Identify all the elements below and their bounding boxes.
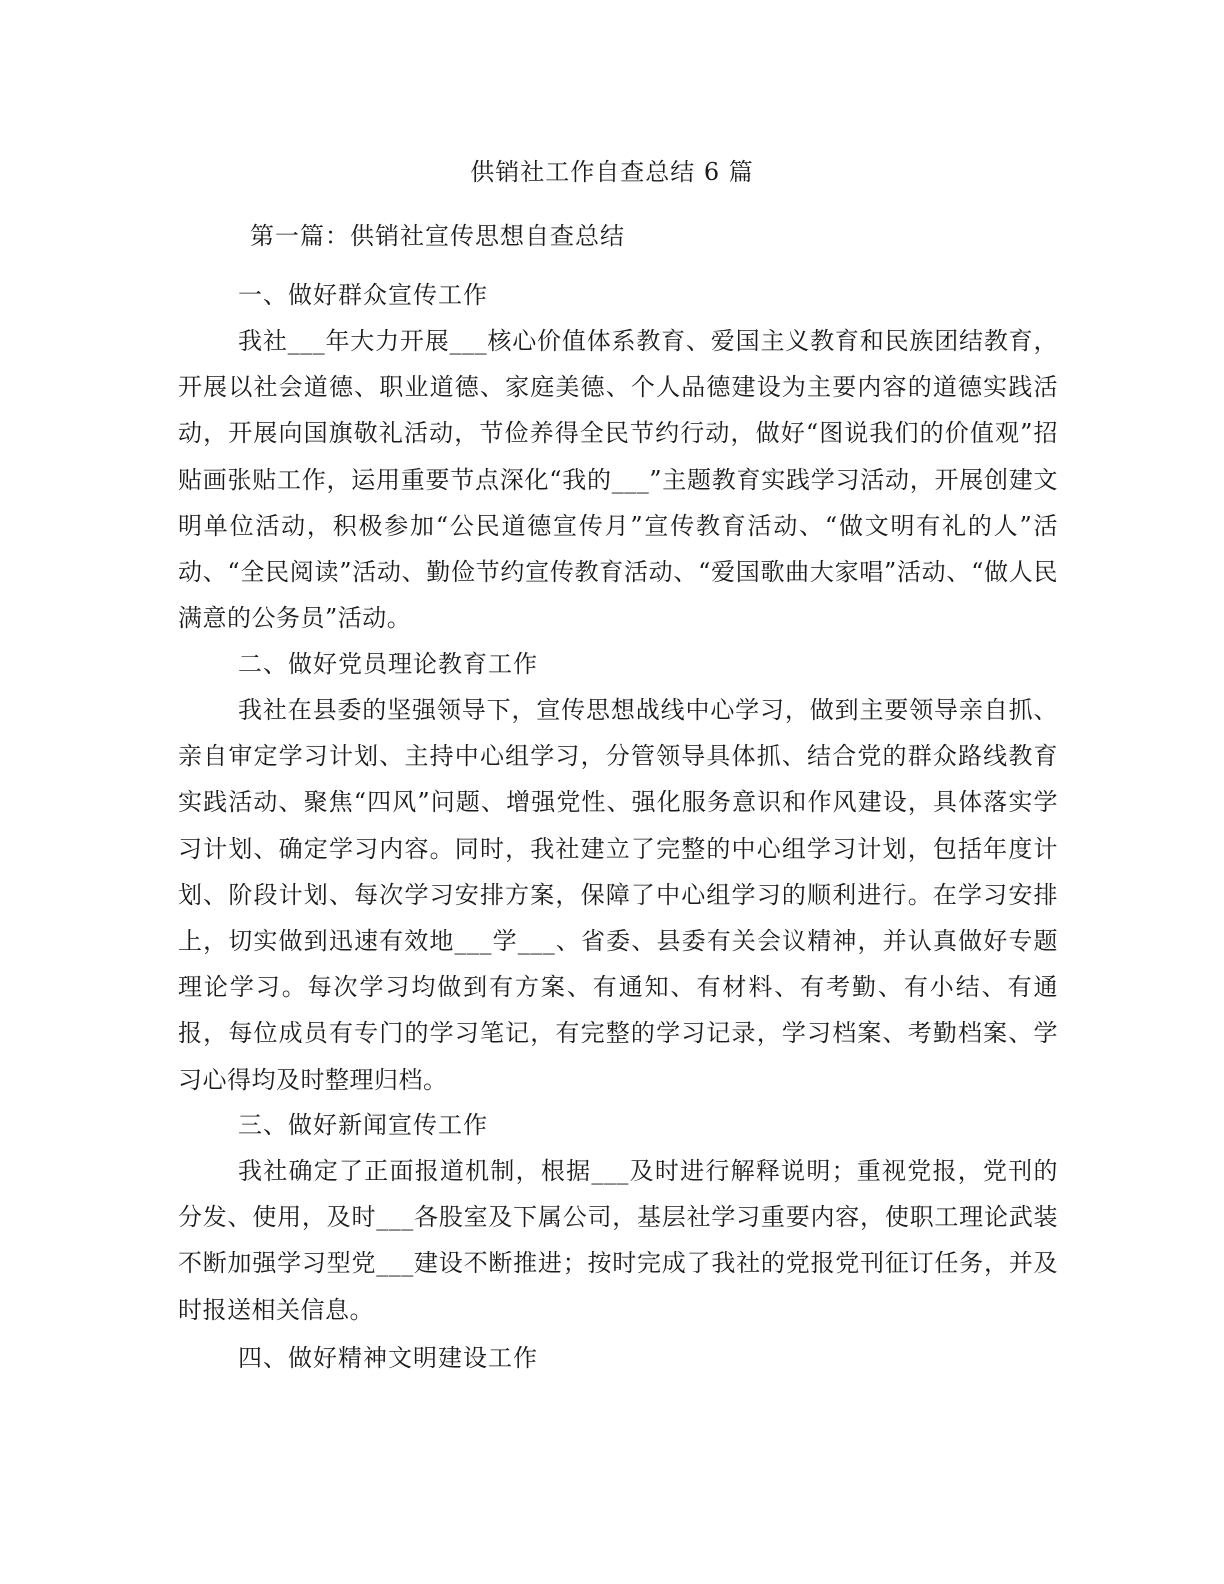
section-heading-3: 三、做好新闻宣传工作 xyxy=(238,1111,488,1139)
section-heading-4: 四、做好精神文明建设工作 xyxy=(238,1344,538,1372)
section-paragraph-1: 我社___年大力开展___核心价值体系教育、爱国主义教育和民族团结教育，开展以社会道德、职业道德、家庭美德、个人品德建设为主要内容的道德实践活动，开展向国旗敬礼活动，节俭养得全民节约行动，做好“图说我们的价值观”招贴画张贴工作，运用重要节点深化“我的___”主题教育实践学习活动，开展创建文明单位活动，积极参加“公民道德宣传月”宣传教育活动、“做文明有礼的人”活动、“全民阅读”活动、勤俭节约宣传教育活动、“爱国歌曲大家唱”活动、“做人民满意的公务员”活动。 xyxy=(178,327,1058,633)
chapter-title: 第一篇：供销社宣传思想自查总结 xyxy=(250,222,625,250)
section-paragraph-2: 我社在县委的坚强领导下，宣传思想战线中心学习，做到主要领导亲自抓、亲自审定学习计划、主持中心组学习，分管领导具体抓、结合党的群众路线教育实践活动、聚焦“四风”问题、增强党性、强化服务意识和作风建设，具体落实学习计划、确定学习内容。同时，我社建立了完整的中心组学习计划，包括年度计划、阶段计划、每次学习安排方案，保障了中心组学习的顺利进行。在学习安排上，切实做到迅速有效地___学___、省委、县委有关会议精神，并认真做好专题理论学习。每次学习均做到有方案、有通知、有材料、有考勤、有小结、有通报，每位成员有专门的学习笔记，有完整的学习记录，学习档案、考勤档案、学习心得均及时整理归档。 xyxy=(178,696,1058,1094)
section-paragraph-3: 我社确定了正面报道机制，根据___及时进行解释说明；重视党报，党刊的分发、使用，及时___各股室及下属公司，基层社学习重要内容，使职工理论武装不断加强学习型党___建设不断推进；按时完成了我社的党报党刊征订任务，并及时报送相关信息。 xyxy=(178,1157,1058,1324)
document-title: 供销社工作自查总结 6 篇 xyxy=(470,158,754,186)
section-heading-1: 一、做好群众宣传工作 xyxy=(238,281,488,309)
section-heading-2: 二、做好党员理论教育工作 xyxy=(238,650,538,678)
